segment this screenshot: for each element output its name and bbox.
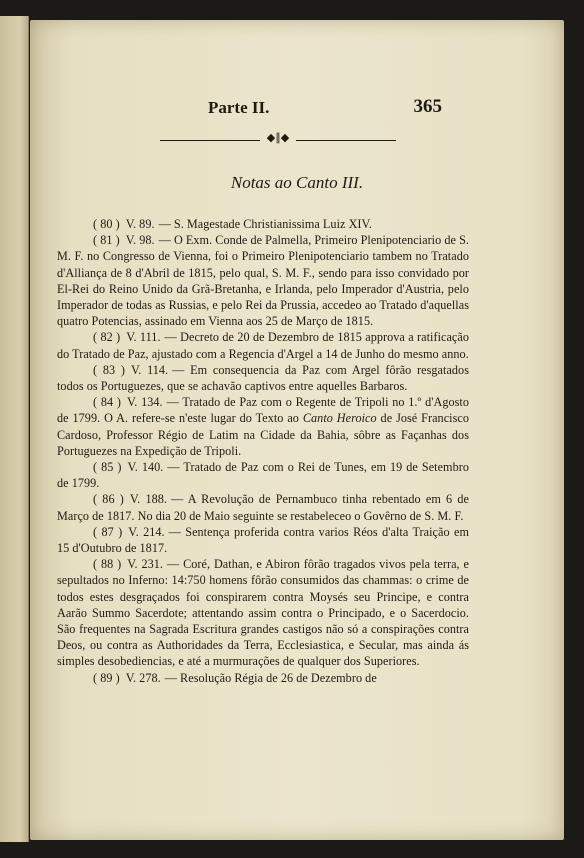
- rule-right: [296, 140, 396, 141]
- note-number: ( 89 ): [93, 670, 120, 685]
- note-3: [57, 329, 469, 361]
- note-text: — Sentença proferida contra varios Réos d'alta Traição em 15 d'Outubro de 1817.: [57, 524, 469, 556]
- note-text: — O Exm. Conde de Palmella, Primeiro Plenipotenciario de S. M. F. no Congresso de Vienna, foi o Primeiro Plenipotenciario tambem no Tratado d'Alliança de 8 d'Abril de 1815, pelo qual, S. M. F., sendo para isso convidado por El-Rei do Reino Unido da Grã-Bretanha, e Irlanda, pelo Imperador d'Austria, pelo Imperador de todas as Russias, e pelo Rei da Prussia, accedeo ao Tratado d'aquellas quatro Potencias, assinado em Vienna aos 25 de Março de 1815.: [57, 233, 470, 329]
- verse-reference: V. 98.: [125, 233, 155, 248]
- section-title: Notas ao Canto III.: [230, 173, 364, 192]
- verse-reference: V. 89.: [125, 217, 155, 231]
- notes-list: [57, 216, 469, 686]
- note-number: ( 81 ): [93, 233, 120, 248]
- note-number: ( 86 ): [93, 492, 124, 507]
- verse-reference: V. 278.: [125, 670, 161, 685]
- verse-reference: V. 114.: [130, 362, 169, 377]
- verse-reference: V. 140.: [127, 460, 164, 475]
- italic-title: Canto Heroico: [302, 411, 377, 426]
- note-text: — Resolução Régia de 26 de Dezembro de: [164, 670, 377, 685]
- note-8: [57, 524, 469, 556]
- verse-reference: V. 231.: [127, 557, 163, 572]
- page-number: 365: [413, 96, 442, 117]
- page-header: [30, 82, 564, 122]
- verse-reference: V. 134.: [127, 395, 163, 410]
- facing-page-edge: [0, 16, 29, 842]
- note-2: [57, 232, 469, 329]
- note-text: — Tratado de Paz com o Regente de Tripoli no 1.º d'Agosto de 1799. O A. refere-se n'este lugar do Texto ao: [57, 395, 469, 426]
- note-5: [57, 394, 469, 459]
- note-1: [57, 216, 469, 232]
- note-text: — Em consequencia da Paz com Argel fôrão resgatados todos os Portuguezes, que se achavão captivos entre aquelles Barbaros.: [57, 362, 469, 394]
- note-number: ( 80 ): [93, 217, 120, 231]
- note-number: ( 84 ): [93, 395, 121, 410]
- note-text: — Tratado de Paz com o Rei de Tunes, em 19 de Setembro de 1799.: [57, 460, 469, 491]
- note-number: ( 88 ): [93, 557, 122, 572]
- note-number: ( 83 ): [93, 362, 125, 377]
- note-number: ( 85 ): [93, 460, 122, 475]
- note-text: — Coré, Dathan, e Abiron fôrão tragados vivos pela terra, e sepultados no Inferno: 14:750 homens fôrão consumidos das chammas: o crime de todos estes desgraçados foi conspirarem contra Moysés seu Principe, e contra Aarão Summo Sacerdote; attentando assim contra o Principado, e o Sacerdocio. São frequentes na Sagrada Escritura grandes castigos não só a conspirações contra Deos, ou contra as Authoridades da Terra, Ecclesiastica, e Secular, mas ainda ás simples desobediencias, e até a murmurações de qualquer dos Superiores.: [57, 557, 469, 669]
- note-number: ( 82 ): [93, 330, 121, 345]
- note-text: — S. Magestade Christianissima Luiz XIV.: [158, 217, 372, 231]
- verse-reference: V. 188.: [129, 492, 168, 507]
- note-9: [57, 556, 469, 669]
- note-text: de José Francisco Cardoso, Professor Régio de Latim na Cidade da Bahia, sôbre as Façanhas dos Portuguezes na Expedição de Tripoli.: [57, 411, 469, 458]
- verse-reference: V. 214.: [128, 524, 165, 539]
- note-text: — A Revolução de Pernambuco tinha rebentado em 6 de Março de 1817. No dia 20 de Maio seguinte se restabeleceo o Govêrno de S. M. F.: [57, 492, 469, 523]
- note-6: [57, 459, 469, 491]
- running-head: Parte II.: [208, 98, 270, 117]
- rule-left: [160, 140, 260, 141]
- note-10: [57, 670, 469, 686]
- note-7: [57, 491, 469, 523]
- note-4: [57, 362, 469, 394]
- book-page: [30, 20, 564, 840]
- note-number: ( 87 ): [93, 524, 123, 539]
- ornament-mark: ◆∥◆: [266, 131, 290, 144]
- note-text: — Decreto de 20 de Dezembro de 1815 approva a ratificação do Tratado de Paz, ajustado com a Regencia d'Argel a 14 de Junho do mesmo anno.: [57, 330, 469, 361]
- ornamental-rule: [160, 131, 396, 146]
- verse-reference: V. 111.: [126, 330, 161, 345]
